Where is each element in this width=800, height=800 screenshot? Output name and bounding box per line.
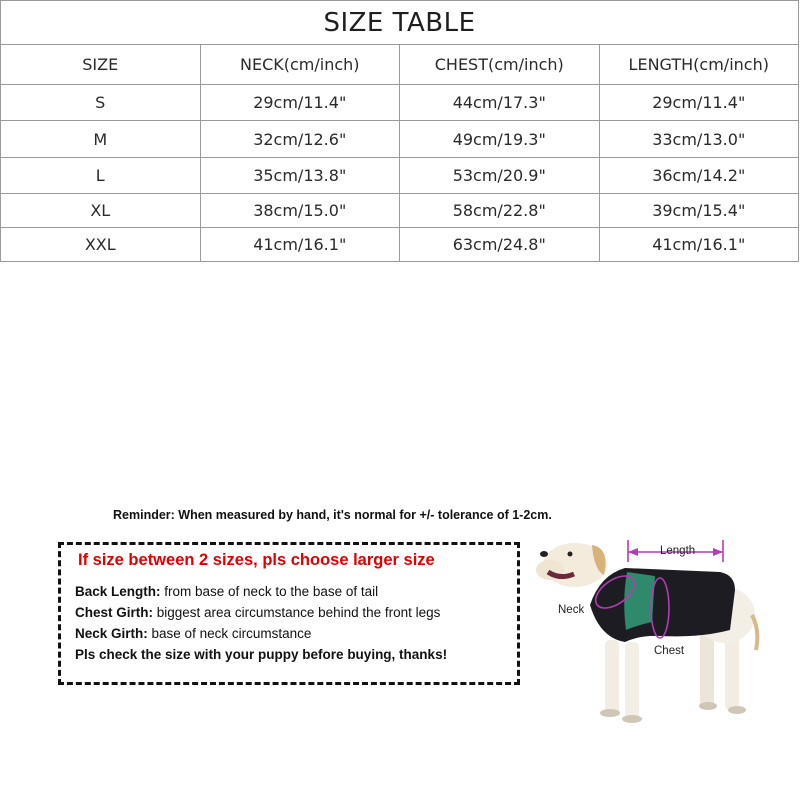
sizing-notice-box [58, 542, 520, 685]
neck-label: Neck [558, 604, 585, 616]
cell-neck: 38cm/15.0" [200, 194, 400, 228]
cell-size: L [1, 158, 201, 194]
table-row [1, 194, 799, 228]
neck-girth-term: Neck Girth: [75, 626, 148, 641]
size-table [0, 0, 799, 262]
back-length-term: Back Length: [75, 584, 161, 599]
cell-length: 33cm/13.0" [599, 121, 799, 158]
cell-neck: 29cm/11.4" [200, 85, 400, 121]
closing-note: Pls check the size with your puppy before buying, thanks! [75, 647, 448, 662]
table-title: SIZE TABLE [1, 1, 799, 45]
cell-length: 39cm/15.4" [599, 194, 799, 228]
cell-neck: 41cm/16.1" [200, 228, 400, 262]
cell-length: 41cm/16.1" [599, 228, 799, 262]
cell-length: 36cm/14.2" [599, 158, 799, 194]
cell-chest: 63cm/24.8" [400, 228, 600, 262]
length-label: Length [660, 545, 696, 557]
table-row [1, 228, 799, 262]
chest-label: Chest [654, 645, 685, 657]
chest-girth-desc: biggest area circumstance behind the front legs [153, 605, 441, 620]
tolerance-reminder: Reminder: When measured by hand, it's normal for +/- tolerance of 1-2cm. [113, 508, 552, 522]
cell-chest: 44cm/17.3" [400, 85, 600, 121]
back-length-note [75, 584, 378, 599]
cell-length: 29cm/11.4" [599, 85, 799, 121]
cell-neck: 32cm/12.6" [200, 121, 400, 158]
dog-measurement-figure [530, 530, 800, 730]
cell-size: S [1, 85, 201, 121]
notice-title: If size between 2 sizes, pls choose larger size [78, 551, 435, 569]
table-row [1, 85, 799, 121]
header-chest: CHEST(cm/inch) [400, 45, 600, 85]
table-header-row [1, 45, 799, 85]
chest-girth-term: Chest Girth: [75, 605, 154, 620]
dog-in-vest-illustration [530, 530, 800, 730]
cell-size: M [1, 121, 201, 158]
cell-chest: 58cm/22.8" [400, 194, 600, 228]
cell-neck: 35cm/13.8" [200, 158, 400, 194]
cell-chest: 49cm/19.3" [400, 121, 600, 158]
back-length-desc: from base of neck to the base of tail [160, 584, 379, 599]
chest-girth-note [75, 605, 440, 620]
header-neck: NECK(cm/inch) [200, 45, 400, 85]
header-length: LENGTH(cm/inch) [599, 45, 799, 85]
cell-size: XL [1, 194, 201, 228]
table-row [1, 121, 799, 158]
header-size: SIZE [1, 45, 201, 85]
cell-chest: 53cm/20.9" [400, 158, 600, 194]
neck-girth-desc: base of neck circumstance [147, 626, 312, 641]
cell-size: XXL [1, 228, 201, 262]
table-row [1, 158, 799, 194]
neck-girth-note [75, 626, 311, 641]
